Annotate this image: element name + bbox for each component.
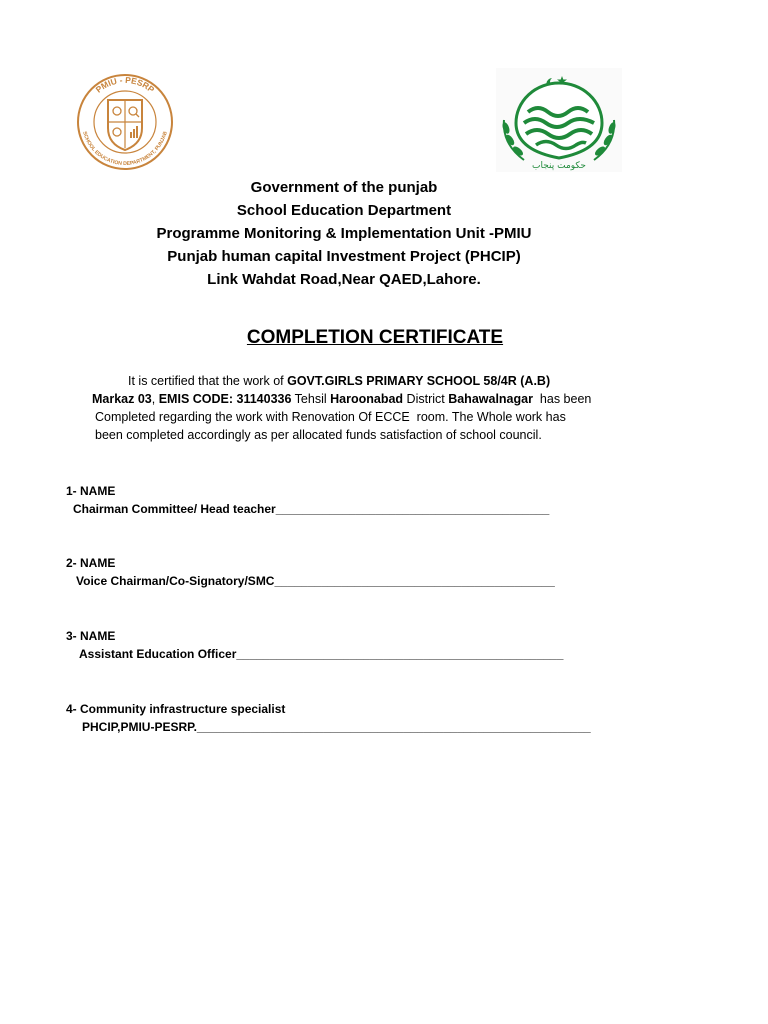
- markaz: Markaz 03: [92, 392, 152, 406]
- pmiu-pesrp-logo: [72, 70, 178, 170]
- district-name: Bahawalnagar: [448, 392, 533, 406]
- letterhead-line-department: School Education Department: [236, 202, 452, 219]
- signatory-number-label: 4- Community infrastructure specialist: [66, 702, 286, 716]
- signatory-number-label: 1- NAME: [66, 484, 116, 498]
- letterhead-line-unit: Programme Monitoring & Implementation Unit -PMIU: [156, 225, 532, 242]
- signatory-4: [66, 700, 591, 736]
- emis-code: EMIS CODE: 31140336: [158, 392, 292, 406]
- letterhead-line-government: Government of the punjab: [250, 179, 438, 196]
- body-text: has been: [532, 392, 592, 406]
- body-text: District: [403, 392, 449, 406]
- certificate-title: COMPLETION CERTIFICATE: [246, 327, 504, 348]
- signatory-number-label: 3- NAME: [66, 629, 116, 643]
- punjab-emblem-text: حکومت پنجاب: [532, 161, 586, 171]
- signature-line: Chairman Committee/ Head teacher_________________________________________: [73, 502, 550, 516]
- school-name: GOVT.GIRLS PRIMARY SCHOOL 58/4R (A.B): [287, 374, 551, 388]
- letterhead-line-address: Link Wahdat Road,Near QAED,Lahore.: [207, 271, 481, 288]
- tehsil-name: Haroonabad: [330, 392, 404, 406]
- body-line-4: been completed accordingly as per allocated funds satisfaction of school council.: [95, 428, 542, 442]
- body-line-3: Completed regarding the work with Renovation Of ECCE room. The Whole work has: [95, 410, 566, 424]
- signatory-number-label: 2- NAME: [66, 556, 116, 570]
- body-text: It is certified that the work of: [128, 374, 288, 388]
- body-line-2: [92, 390, 591, 408]
- signature-line: Assistant Education Officer_________________________________________________: [79, 647, 564, 661]
- letterhead-line-project: Punjab human capital Investment Project (PHCIP): [167, 248, 521, 265]
- signature-line: PHCIP,PMIU-PESRP.___________________________________________________________: [82, 720, 591, 734]
- body-line-1: [128, 372, 550, 390]
- pmiu-logo-top-text: PMIU - PESRP: [93, 74, 157, 95]
- pmiu-logo-bottom-text: SCHOOL EDUCATION DEPARTMENT, PUNJAB: [81, 130, 169, 168]
- signatory-1: [66, 482, 549, 518]
- svg-text:PMIU - PESRP: [94, 75, 157, 95]
- body-text: ,: [151, 392, 159, 406]
- signature-line: Voice Chairman/Co-Signatory/SMC__________________________________________: [76, 574, 555, 588]
- body-text: Tehsil: [291, 392, 331, 406]
- government-of-punjab-emblem: [496, 68, 622, 172]
- signatory-2: [66, 554, 555, 590]
- letterhead: [0, 176, 688, 291]
- signatory-3: [66, 627, 563, 663]
